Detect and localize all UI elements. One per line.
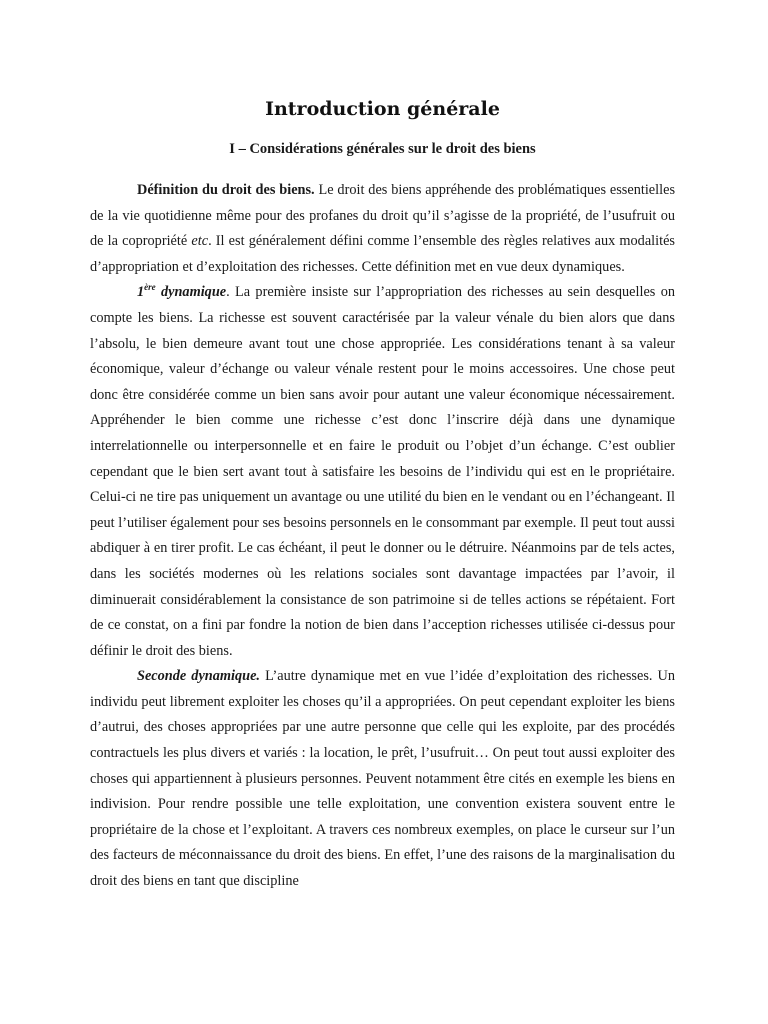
- lead-superscript: ère: [144, 282, 156, 293]
- paragraph-italic: etc: [191, 233, 209, 250]
- paragraph-lead: Seconde dynamique.: [137, 668, 261, 685]
- section-heading: I – Considérations générales sur le droit des biens: [229, 141, 536, 157]
- paragraph-text: . La première insiste sur l’appropriation des richesses au sein desquelles on compte les biens. La richesse est souvent caractérisée par la valeur vénale du bien alors que dans l’absolu, le bien demeure avant tout une chose appropriée. Les considérations tenant à sa valeur économique, valeur d’échange ou valeur vénale restent pour le moins accessoires. Une chose peut donc être considérée comme un bien sans avoir pour autant une valeur économique nécessairement. Appréhender le bien comme une richesse c’est donc l’inscrire déjà dans une dynamique interrelationnelle ou interpersonnelle et en faire le produit ou l’objet d’un échange. C’est oublier cependant que le bien sert avant tout à satisfaire les besoins de l’individu qui est en le propriétaire. Celui-ci ne tire pas uniquement un avantage ou une utilité du bien en le vendant ou en l’échangeant. Il peut l’utiliser également pour ses besoins personnels en le consommant par exemple. Il peut tout aussi abdiquer à en tirer profit. Le cas échéant, il peut le donner ou le détruire. Néanmoins par de tels actes, dans les sociétés modernes où les relations sociales sont davantage impactées par l’avoir, il diminuerait considérablement la consistance de son patrimoine si de telles actions se répétaient. Fort de ce constat, on a fini par fondre la notion de bien dans l’acception richesses utilisée ci-dessus pour définir le droit des biens.: [90, 284, 675, 659]
- paragraph-text: L’autre dynamique met en vue l’idée d’exploitation des richesses. Un individu peut librement exploiter les choses qu’il a appropriées. On peut cependant exploiter les biens d’autrui, des choses appropriées par une autre personne que celle qui les exploite, par des procédés contractuels les plus divers et variés : la location, le prêt, l’usufruit… On peut tout aussi exploiter des choses qui appartiennent à plusieurs personnes. Peuvent notamment être cités en exemple les biens en indivision. Pour rendre possible une telle exploitation, une convention existera souvent entre le propriétaire de la chose et l’exploitant. A travers ces nombreux exemples, on place le curseur sur l’un des facteurs de méconnaissance du droit des biens. En effet, l’une des raisons de la marginalisation du droit des biens en tant que discipline: [90, 668, 675, 890]
- paragraph-lead: Définition du droit des biens.: [137, 182, 315, 198]
- document-title: Introduction générale: [265, 98, 500, 120]
- paragraph-first-dynamic: [90, 280, 675, 664]
- paragraph-text: Le droit des biens appréhende des problématiques essentielles de la vie quotidienne même pour des profanes du droit qu’il s’agisse de la propriété, de l’usufruit ou de la copropriété: [90, 182, 676, 250]
- paragraph-second-dynamic: [90, 664, 675, 894]
- lead-number: 1: [137, 284, 145, 301]
- lead-rest: dynamique: [155, 284, 227, 301]
- paragraph-definition: [90, 178, 675, 280]
- paragraph-text: . Il est généralement défini comme l’ensemble des règles relatives aux modalités d’appropriation et d’exploitation des richesses. Cette définition met en vue deux dynamiques.: [90, 233, 675, 275]
- paragraph-lead: [137, 284, 226, 300]
